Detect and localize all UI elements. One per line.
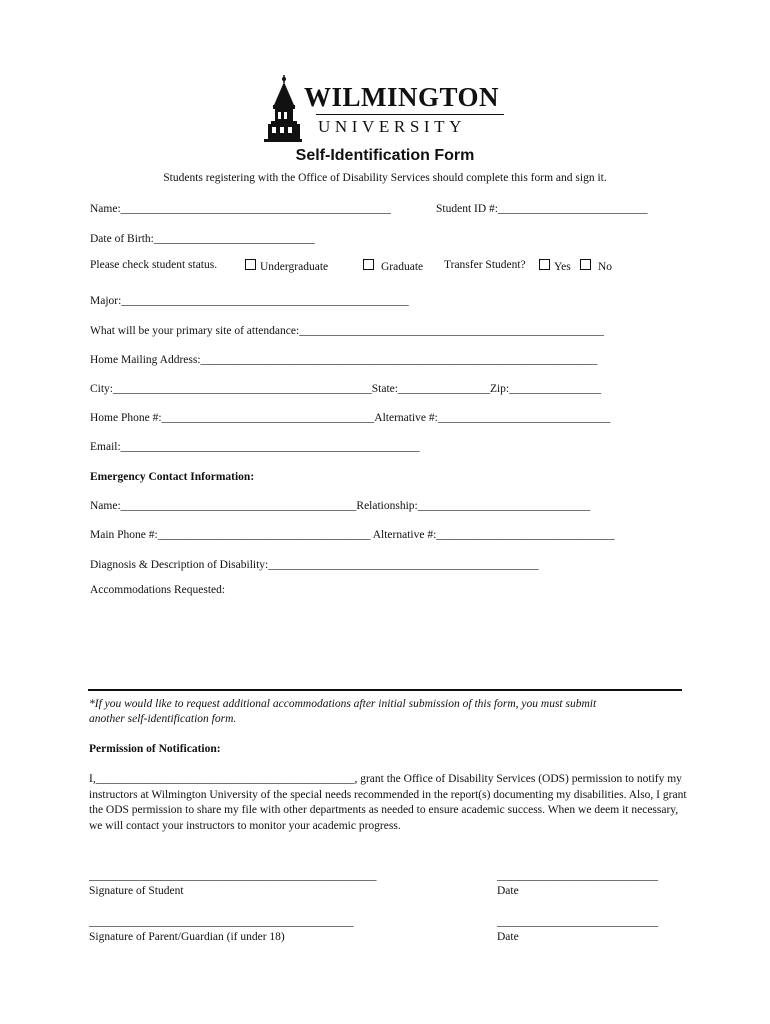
form-subtitle: Students registering with the Office of Disability Services should complete this form and sign it. [163, 172, 607, 184]
permission-paragraph: I,_____________________________________________, grant the Office of Disability Services (ODS) permission to notify my instructors at Wilmington University of the special needs recommended in the report(s) documenting my disabilities. Also, I grant the ODS permission to share my file with other departments as needed to ensure academic success. When we deem it necessary, we will contact your instructors to monitor your academic progress. [89, 773, 687, 832]
student-id-field[interactable]: Student ID #:__________________________ [436, 203, 648, 215]
date-label-2: Date [497, 931, 519, 943]
guardian-signature-label: Signature of Parent/Guardian (if under 18) [89, 931, 285, 943]
yes-label: Yes [554, 261, 571, 273]
primary-site-field[interactable]: What will be your primary site of attendance:_____________________________________________________ [90, 325, 604, 337]
no-checkbox[interactable] [580, 259, 591, 270]
emergency-name-field[interactable]: Name:_________________________________________Relationship:______________________________ [90, 500, 591, 512]
student-signature-label: Signature of Student [89, 885, 184, 897]
major-field[interactable]: Major:__________________________________________________ [90, 295, 409, 307]
undergraduate-label: Undergraduate [260, 261, 329, 273]
diagnosis-field[interactable]: Diagnosis & Description of Disability:_______________________________________________ [90, 559, 539, 571]
date-line-2[interactable]: ____________________________ [497, 916, 658, 928]
logo-wordmark: WILMINGTON [304, 82, 500, 112]
emergency-phone-field[interactable]: Main Phone #:_____________________________________ Alternative #:_______________________________ [90, 529, 615, 541]
logo-subtitle: UNIVERSITY [318, 117, 466, 136]
status-label: Please check student status. [90, 259, 218, 271]
yes-checkbox[interactable] [539, 259, 550, 270]
undergraduate-checkbox[interactable] [245, 259, 256, 270]
note-line-2: another self-identification form. [89, 713, 237, 725]
date-line-1[interactable]: ____________________________ [497, 870, 658, 882]
transfer-yes-option[interactable] [539, 259, 571, 273]
graduate-option[interactable] [363, 259, 423, 273]
no-label: No [598, 261, 613, 273]
date-label-1: Date [497, 885, 519, 897]
name-field[interactable]: Name:_______________________________________________ [90, 203, 391, 215]
undergraduate-option[interactable] [245, 259, 328, 273]
emergency-heading: Emergency Contact Information: [90, 471, 255, 483]
email-field[interactable]: Email:____________________________________________________ [90, 441, 420, 453]
logo-rule [316, 114, 504, 115]
student-signature-line[interactable]: __________________________________________________ [89, 870, 377, 882]
home-phone-field[interactable]: Home Phone #:_____________________________________Alternative #:______________________________ [90, 412, 611, 424]
accommodations-label[interactable]: Accommodations Requested: [90, 584, 226, 596]
note-line-1: *If you would like to request additional accommodations after initial submission of this form, you must submit [89, 698, 597, 710]
form-title: Self-Identification Form [295, 147, 475, 164]
section-divider [88, 689, 682, 691]
dob-field[interactable]: Date of Birth:____________________________ [90, 233, 315, 245]
city-state-zip-field[interactable]: City:_____________________________________________State:________________Zip:________________ [90, 383, 602, 395]
permission-heading: Permission of Notification: [89, 743, 221, 755]
graduate-checkbox[interactable] [363, 259, 374, 270]
transfer-no-option[interactable] [580, 259, 612, 273]
guardian-signature-line[interactable]: ______________________________________________ [89, 916, 354, 928]
graduate-label: Graduate [381, 261, 424, 273]
transfer-label: Transfer Student? [444, 259, 526, 271]
bell-tower-icon [262, 75, 302, 143]
home-address-field[interactable]: Home Mailing Address:_____________________________________________________________________ [90, 354, 598, 366]
